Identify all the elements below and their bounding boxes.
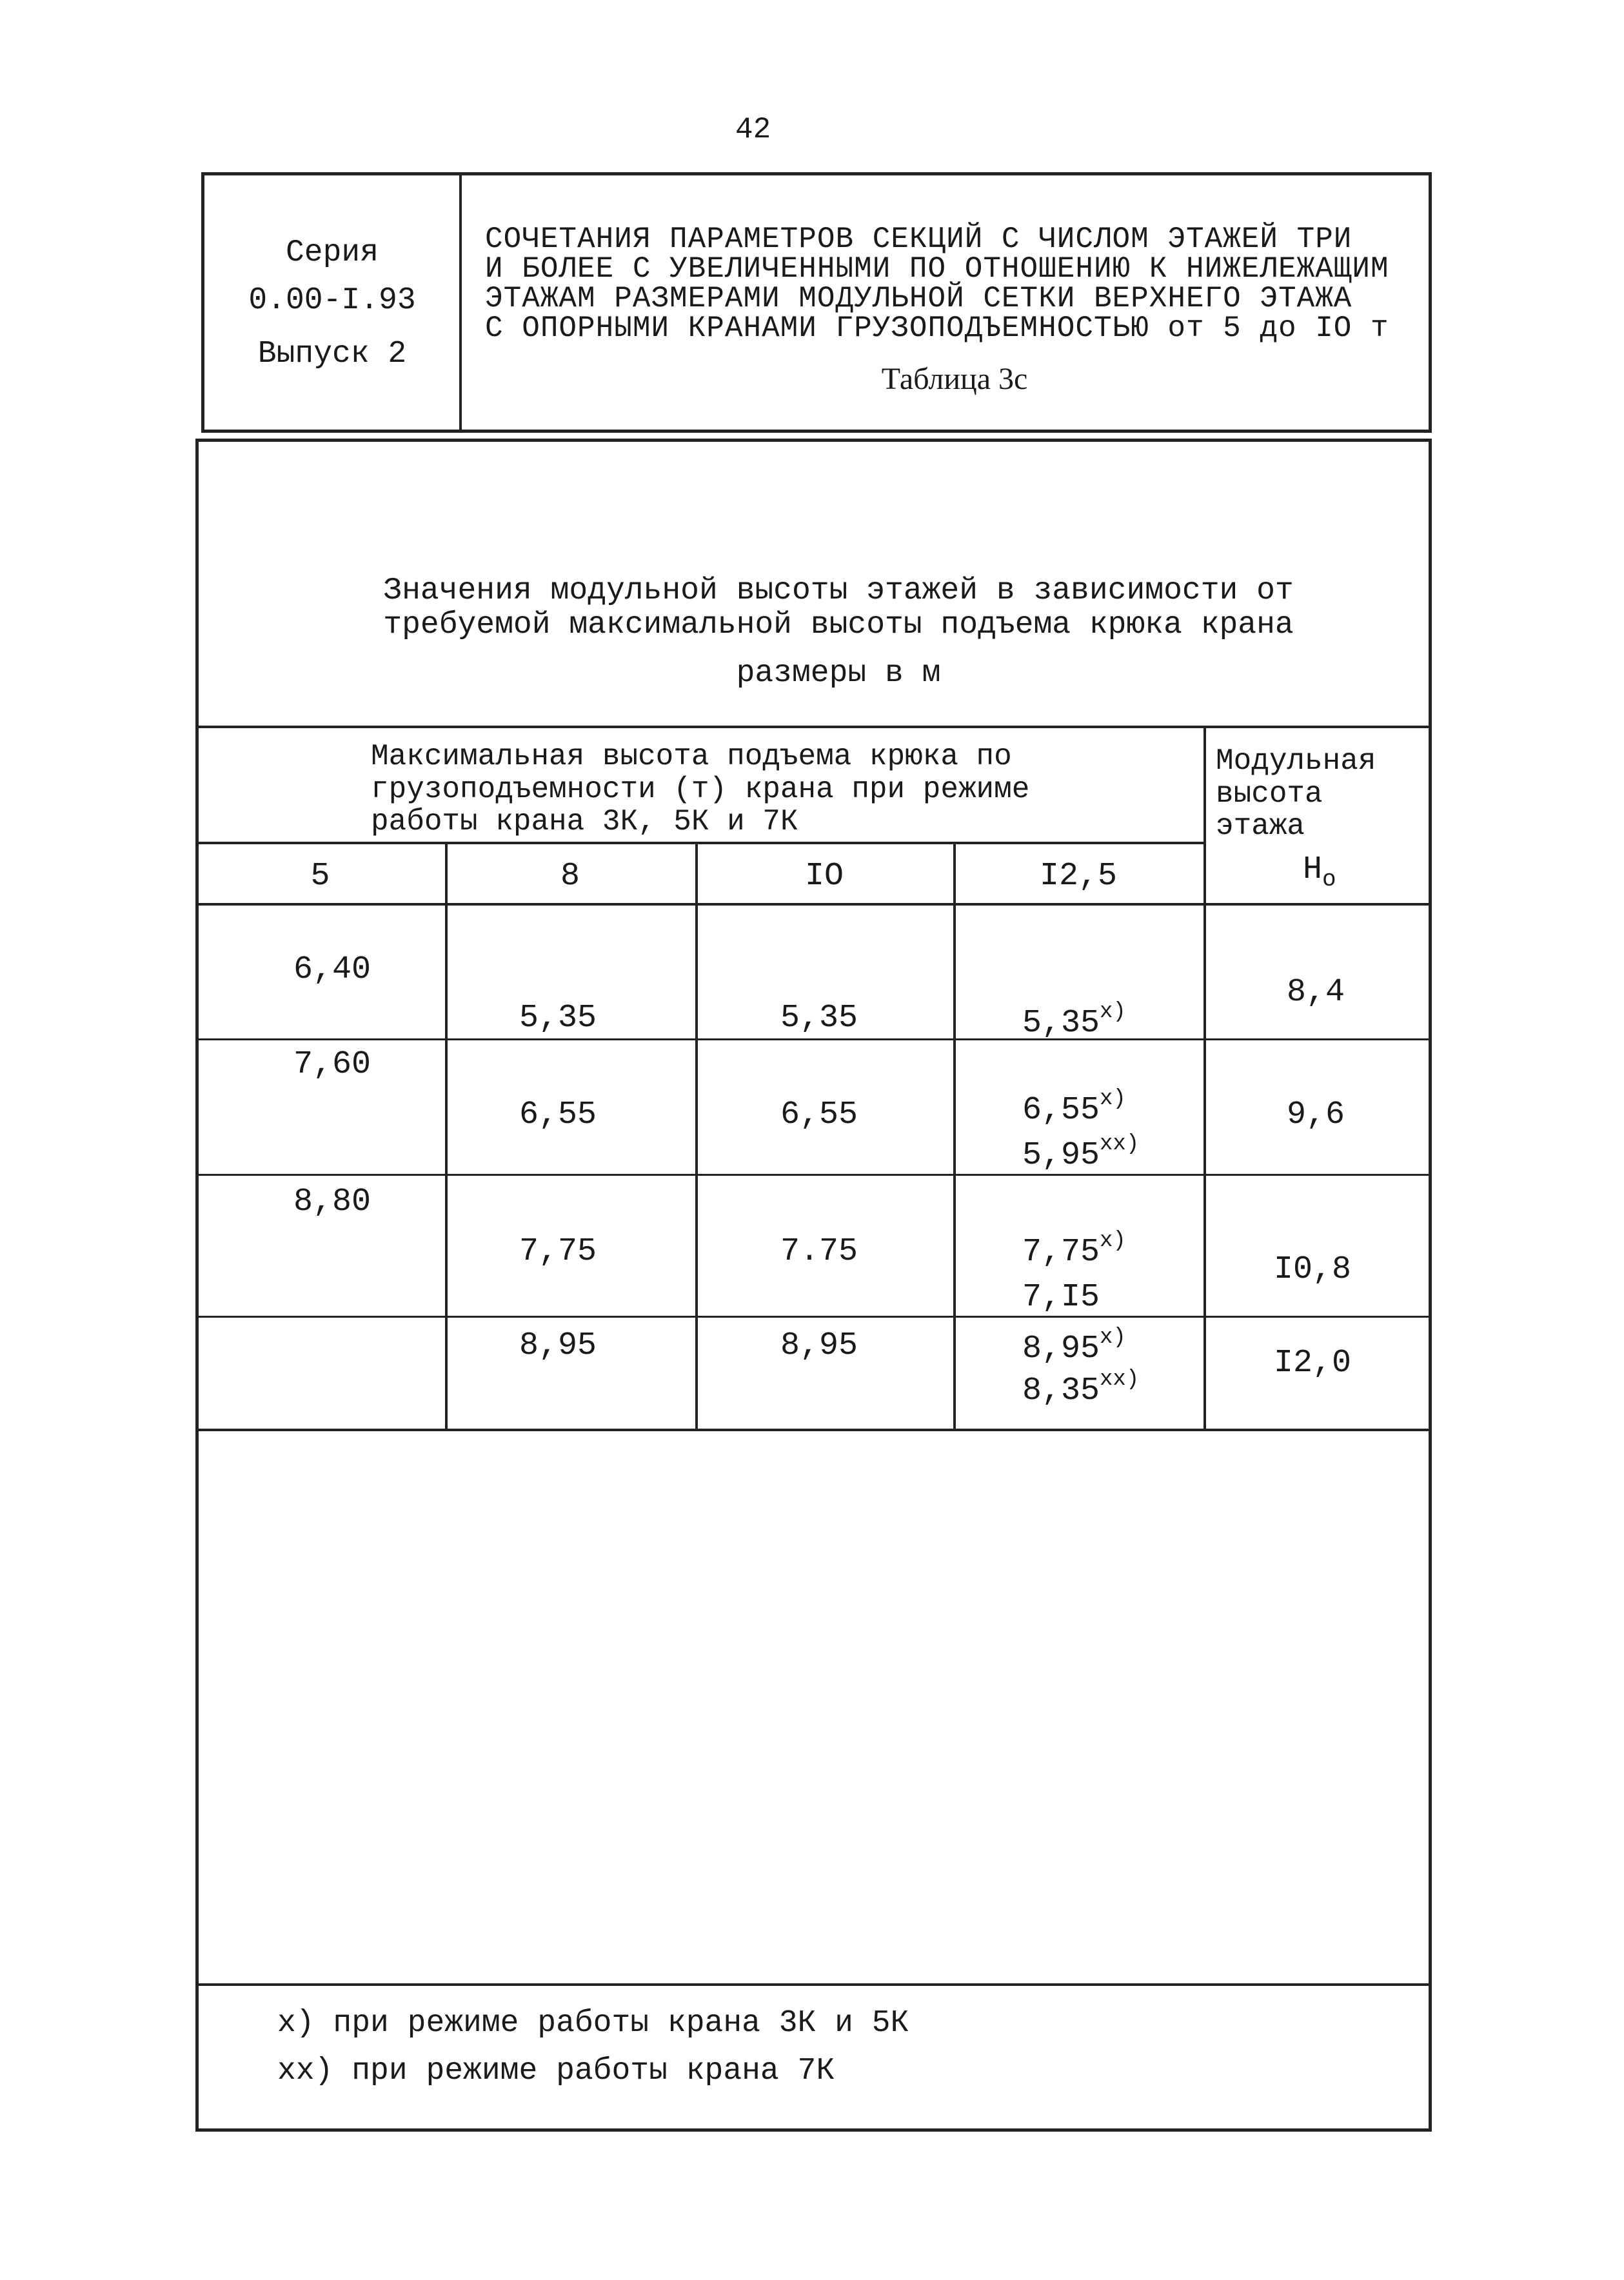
cell-value: 6,55 — [1022, 1092, 1100, 1129]
cell-value: 8,35 — [1022, 1373, 1100, 1409]
table-cell — [1022, 1325, 1126, 1367]
cell-value: 8,95 — [1022, 1331, 1100, 1367]
footnote-mark: x) — [1100, 1087, 1126, 1111]
footnote-mark: x) — [1100, 1000, 1126, 1024]
table-top-border — [195, 726, 1432, 728]
issue-label: Выпуск 2 — [257, 336, 407, 372]
column-header-bottom — [195, 903, 1432, 906]
group-header — [371, 740, 1183, 838]
table-cell: 8,95 — [780, 1327, 858, 1364]
footnote-mark: x) — [1100, 1325, 1126, 1350]
footnote-mark: xx) — [1100, 1132, 1140, 1156]
symbol-h: H — [1303, 851, 1323, 888]
table-cell: 5,35 — [519, 1000, 597, 1036]
table-cell: I0,8 — [1274, 1251, 1352, 1288]
table-cell: 6,55 — [780, 1096, 858, 1133]
table-cell — [1022, 1229, 1126, 1271]
table-cell: 6,40 — [293, 951, 371, 988]
column-header: 5 — [310, 858, 330, 895]
footnote-mark: x) — [1100, 1229, 1126, 1253]
series-number: 0.00-I.93 — [248, 283, 416, 319]
footnote: xx) при режиме работы крана 7К — [277, 2054, 835, 2089]
column-header: IO — [804, 858, 844, 895]
caption-line: требуемой максимальной высоты подъема крюка крана — [383, 607, 1294, 642]
table-cell — [1022, 1274, 1100, 1316]
modular-height-symbol — [1303, 851, 1336, 893]
table-bottom-border — [195, 1429, 1432, 1431]
column-header: I2,5 — [1039, 858, 1118, 895]
document-title — [485, 224, 1427, 343]
table-cell: 5,35 — [780, 1000, 858, 1036]
group-header-line: грузоподъемности (т) крана при режиме — [371, 772, 1030, 806]
modular-height-header — [1216, 745, 1422, 843]
column-divider — [695, 842, 698, 1429]
group-header-line: Максимальная высота подъема крюка по — [371, 740, 1012, 773]
table-cell: 7.75 — [780, 1233, 858, 1270]
modular-header-line: высота — [1216, 777, 1323, 811]
column-divider — [445, 842, 448, 1429]
row-divider — [195, 1174, 1432, 1176]
cell-value: 5,35 — [1022, 1005, 1100, 1042]
series-block — [213, 229, 451, 378]
table-cell: 6,55 — [519, 1096, 597, 1133]
row-divider — [195, 1038, 1432, 1040]
table-cell — [1022, 1087, 1126, 1129]
title-line: СОЧЕТАНИЯ ПАРАМЕТРОВ СЕКЦИЙ С ЧИСЛОМ ЭТАЖЕЙ ТРИ — [485, 223, 1352, 256]
table-cell: 8,80 — [293, 1184, 371, 1220]
title-block-divider — [459, 172, 462, 433]
table-label: Таблица 3с — [881, 362, 1028, 396]
table-cell — [1022, 1132, 1139, 1174]
table-cell: 7,75 — [519, 1233, 597, 1270]
table-caption — [322, 574, 1354, 690]
modular-header-line: Модульная — [1216, 744, 1376, 778]
title-line: С ОПОРНЫМИ КРАНАМИ ГРУЗОПОДЪЕМНОСТЬЮ от 5 до IO т — [485, 312, 1389, 345]
main-frame — [195, 439, 1432, 2132]
footnote: x) при режиме работы крана 3К и 5К — [277, 2006, 909, 2041]
title-line: ЭТАЖАМ РАЗМЕРАМИ МОДУЛЬНОЙ СЕТКИ ВЕРХНЕГО ЭТАЖА — [485, 282, 1352, 315]
units-label: размеры в м — [736, 655, 941, 691]
title-line: И БОЛЕЕ С УВЕЛИЧЕННЫМИ ПО ОТНОШЕНИЮ К НИЖЕЛЕЖАЩИМ — [485, 252, 1389, 286]
cell-value: 7,75 — [1022, 1234, 1100, 1271]
series-label: Серия — [285, 235, 379, 270]
column-header: 8 — [560, 858, 580, 895]
table-cell: 8,95 — [519, 1327, 597, 1364]
table-cell — [1022, 1367, 1139, 1409]
table-cell: 8,4 — [1287, 974, 1345, 1011]
modular-header-line: этажа — [1216, 809, 1305, 844]
table-cell: 7,60 — [293, 1046, 371, 1083]
row-divider — [195, 1316, 1432, 1318]
table-cell: I2,0 — [1274, 1345, 1352, 1382]
cell-value: 7,I5 — [1022, 1279, 1100, 1316]
header-divider-vertical — [1203, 726, 1206, 1429]
symbol-subscript: o — [1322, 866, 1336, 893]
footnote-mark: xx) — [1100, 1367, 1140, 1392]
notes-divider — [195, 1983, 1432, 1986]
header-divider-horizontal — [195, 842, 1203, 844]
page-number: 42 — [735, 113, 771, 146]
group-header-line: работы крана 3К, 5К и 7К — [371, 805, 798, 839]
column-divider — [953, 842, 956, 1429]
table-cell — [1022, 1000, 1126, 1042]
table-cell: 9,6 — [1287, 1096, 1345, 1133]
footnotes — [277, 1999, 909, 2096]
caption-line: Значения модульной высоты этажей в зависимости от — [383, 573, 1294, 608]
cell-value: 5,95 — [1022, 1137, 1100, 1174]
